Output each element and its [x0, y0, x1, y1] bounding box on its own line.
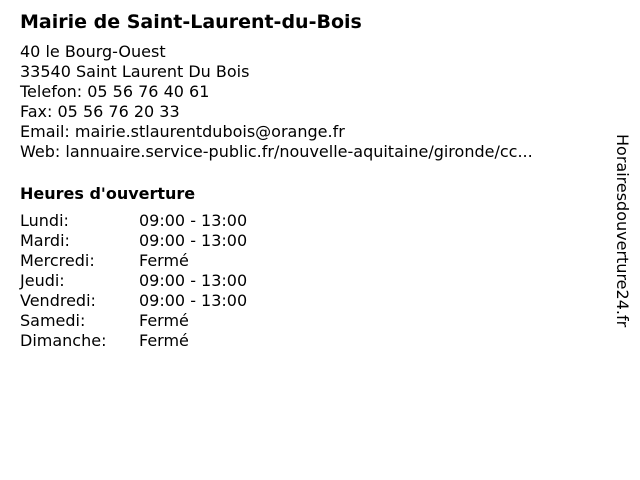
fax-value: 05 56 76 20 33: [57, 102, 180, 121]
email-label: Email:: [20, 122, 70, 141]
fax-line: [20, 102, 600, 122]
web-label: Web:: [20, 142, 61, 161]
listing-card: [20, 10, 600, 351]
address-line-1: 40 le Bourg-Ouest: [20, 42, 166, 61]
hours-heading: Heures d'ouverture: [20, 184, 196, 203]
web-line: [20, 142, 600, 162]
email-line: [20, 122, 600, 142]
web-link[interactable]: lannuaire.service-public.fr/nouvelle-aquitaine/gironde/cc...: [65, 142, 533, 161]
day-label: Jeudi:: [20, 271, 65, 290]
hours-row-lundi: [20, 211, 600, 231]
phone-line: [20, 82, 600, 102]
day-label: Lundi:: [20, 211, 69, 230]
contact-block: [20, 42, 600, 162]
email-link[interactable]: mairie.stlaurentdubois@orange.fr: [74, 122, 345, 141]
address-line-2: 33540 Saint Laurent Du Bois: [20, 62, 250, 81]
hours-row-vendredi: [20, 291, 600, 311]
day-label: Samedi:: [20, 311, 86, 330]
time-value: 09:00 - 13:00: [139, 211, 248, 230]
hours-row-dimanche: [20, 331, 600, 351]
hours-row-jeudi: [20, 271, 600, 291]
time-value: 09:00 - 13:00: [139, 271, 248, 290]
phone-value[interactable]: 05 56 76 40 61: [87, 82, 210, 101]
hours-row-samedi: [20, 311, 600, 331]
page-title: Mairie de Saint-Laurent-du-Bois: [20, 11, 362, 33]
day-label: Mercredi:: [20, 251, 95, 270]
time-value: Fermé: [139, 251, 189, 270]
time-value: Fermé: [139, 311, 189, 330]
opening-hours-table: [20, 211, 600, 351]
hours-row-mardi: [20, 231, 600, 251]
hours-row-mercredi: [20, 251, 600, 271]
time-value: 09:00 - 13:00: [139, 231, 248, 250]
time-value: 09:00 - 13:00: [139, 291, 248, 310]
day-label: Vendredi:: [20, 291, 96, 310]
brand-watermark: Horairesdouverture24.fr: [613, 134, 632, 328]
time-value: Fermé: [139, 331, 189, 350]
day-label: Mardi:: [20, 231, 70, 250]
phone-label: Telefon:: [20, 82, 83, 101]
fax-label: Fax:: [20, 102, 53, 121]
day-label: Dimanche:: [20, 331, 107, 350]
